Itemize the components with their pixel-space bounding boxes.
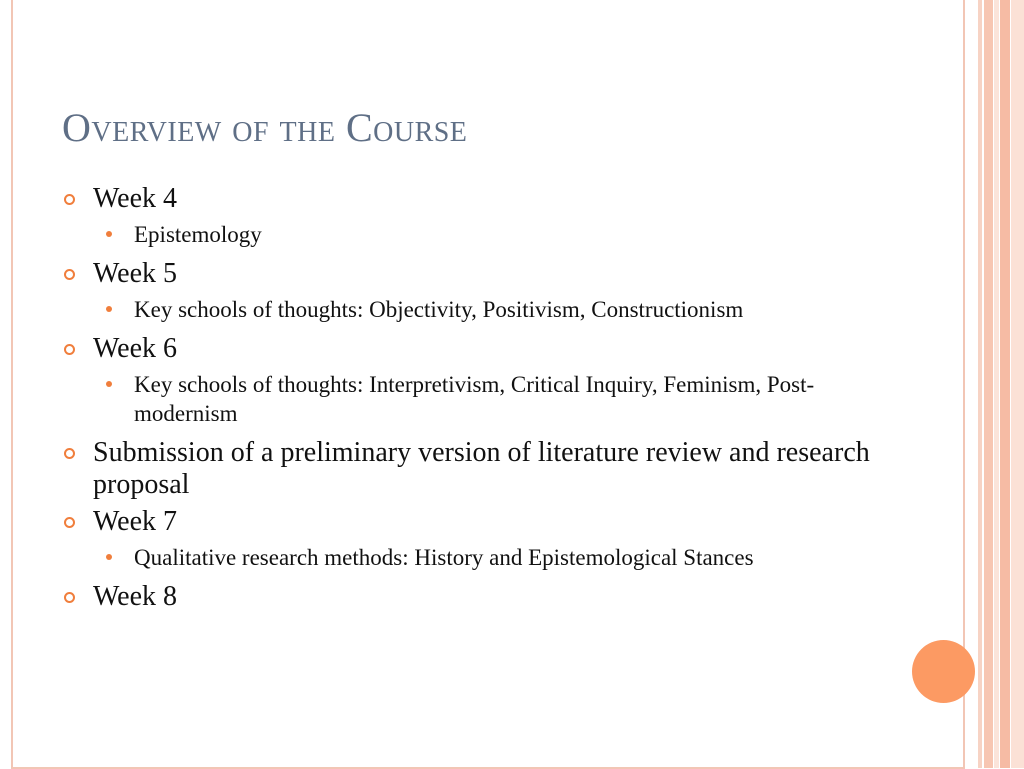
bullet-text: Week 8	[93, 581, 178, 612]
bullet-item	[62, 506, 902, 538]
bullet-text: Submission of a preliminary version of literature review and research proposal	[93, 437, 870, 500]
decorative-stripe	[994, 0, 999, 768]
sub-bullet-item	[62, 543, 902, 572]
bullet-text: Week 5	[93, 258, 178, 289]
ring-bullet-icon	[64, 592, 75, 603]
sub-bullet-item	[62, 370, 902, 428]
bullet-text: Week 4	[93, 183, 178, 214]
bullet-item	[62, 258, 902, 290]
sub-bullet-text: Qualitative research methods: History and Epistemological Stances	[134, 545, 754, 570]
decorative-stripe	[984, 0, 993, 768]
ring-bullet-icon	[64, 448, 75, 459]
decorative-stripe	[1011, 0, 1024, 768]
ring-bullet-icon	[64, 269, 75, 280]
slide-title: Overview of the Course	[62, 105, 468, 150]
sub-bullet-text: Key schools of thoughts: Interpretivism, Critical Inquiry, Feminism, Post-modernism	[134, 372, 815, 426]
bullet-item	[62, 183, 902, 215]
sub-bullet-item	[62, 295, 902, 324]
bullet-item	[62, 437, 902, 501]
bullet-list	[62, 183, 902, 618]
ring-bullet-icon	[64, 517, 75, 528]
ring-bullet-icon	[64, 344, 75, 355]
bullet-text: Week 6	[93, 333, 178, 364]
decorative-stripe	[1000, 0, 1010, 768]
dot-bullet-icon	[106, 306, 112, 312]
dot-bullet-icon	[106, 554, 112, 560]
dot-bullet-icon	[106, 231, 112, 237]
bullet-item	[62, 581, 902, 613]
sub-bullet-item	[62, 220, 902, 249]
bullet-text: Week 7	[93, 506, 178, 537]
decorative-circle	[912, 640, 975, 703]
bullet-item	[62, 333, 902, 365]
ring-bullet-icon	[64, 194, 75, 205]
sub-bullet-text: Key schools of thoughts: Objectivity, Positivism, Constructionism	[134, 297, 744, 322]
dot-bullet-icon	[106, 381, 112, 387]
sub-bullet-text: Epistemology	[134, 222, 262, 247]
decorative-stripe	[978, 0, 982, 768]
